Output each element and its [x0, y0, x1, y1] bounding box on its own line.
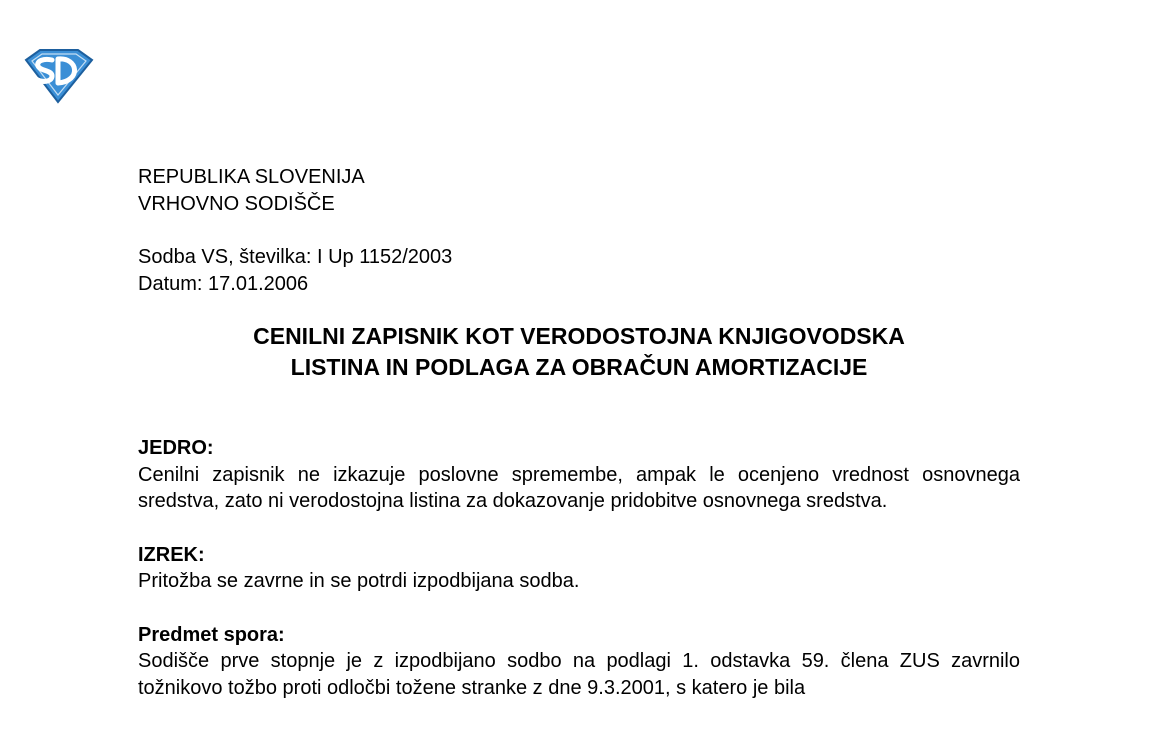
case-date: Datum: 17.01.2006 [138, 272, 309, 295]
title-line-1: CENILNI ZAPISNIK KOT VERODOSTOJNA KNJIGOVODSKA [253, 323, 905, 349]
section-izrek [138, 542, 1020, 595]
section-predmet [138, 622, 1020, 702]
document-body [138, 164, 1020, 701]
section-jedro [138, 435, 1020, 515]
title-line-2: LISTINA IN PODLAGA ZA OBRAČUN AMORTIZACIJE [290, 353, 868, 380]
section-heading-jedro: JEDRO: [138, 437, 214, 459]
document-title [138, 321, 1020, 382]
case-meta [138, 244, 1020, 297]
section-text-jedro: Cenilni zapisnik ne izkazuje poslovne spremembe, ampak le ocenjeno vrednost osnovnega sredstva, zato ni verodostojna listina za dokazovanje pridobitve osnovnega sredstva. [138, 463, 1020, 512]
section-heading-izrek: IZREK: [138, 543, 205, 566]
section-text-izrek: Pritožba se zavrne in se potrdi izpodbijana sodba. [138, 570, 580, 592]
case-number: Sodba VS, številka: I Up 1152/2003 [138, 246, 453, 268]
sd-shield-logo [22, 46, 96, 104]
section-heading-predmet: Predmet spora: [138, 623, 285, 646]
section-text-predmet: Sodišče prve stopnje je z izpodbijano sodbo na podlagi 1. odstavka 59. člena ZUS zavrnilo tožnikovo tožbo proti odločbi tožene stranke z dne 9.3.2001, s katero je bila [138, 650, 1020, 699]
header-country: REPUBLIKA SLOVENIJA [138, 166, 365, 188]
header-court: VRHOVNO SODIŠČE [138, 192, 335, 215]
court-header [138, 164, 1020, 217]
